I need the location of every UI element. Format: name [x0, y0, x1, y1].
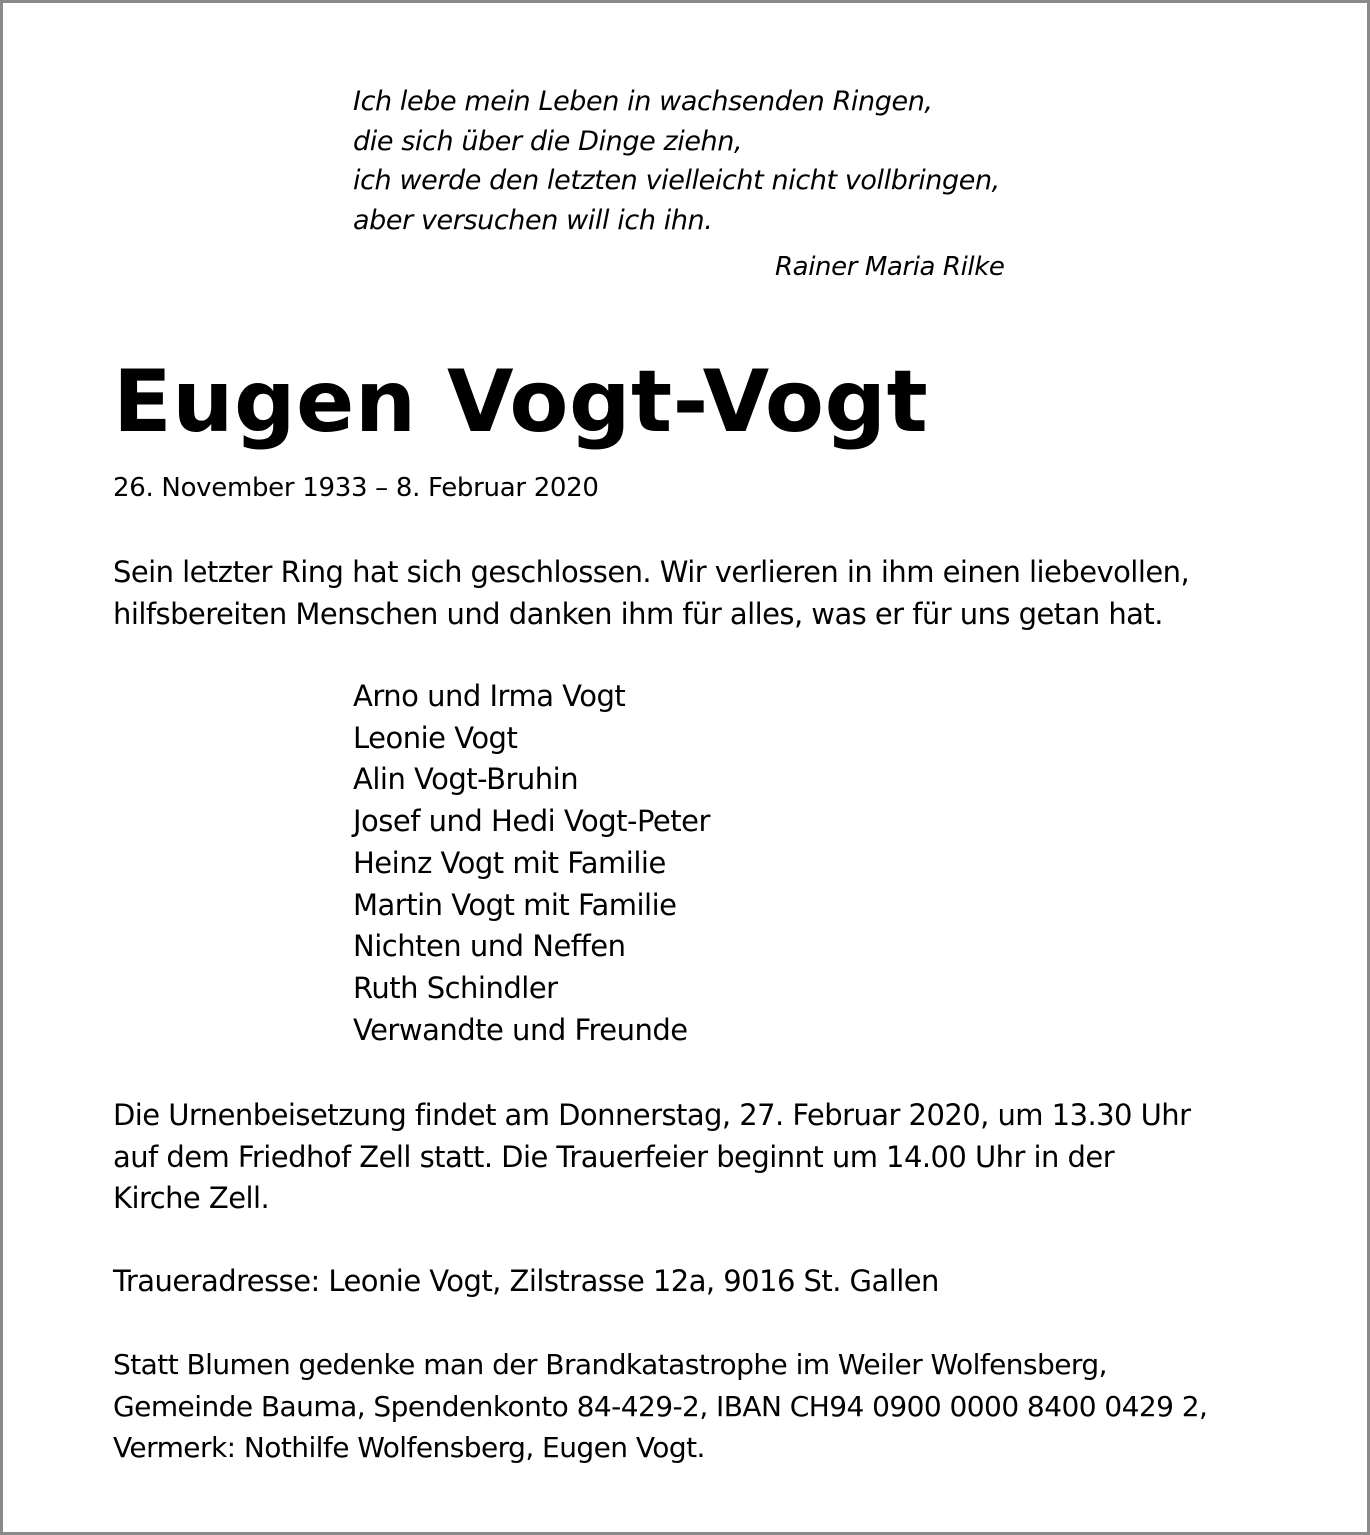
- ceremony-line: Kirche Zell.: [113, 1181, 270, 1215]
- poem-line: aber versuchen will ich ihn.: [353, 204, 713, 236]
- donation-line: Vermerk: Nothilfe Wolfensberg, Eugen Vogt.: [113, 1431, 705, 1464]
- ceremony-line: Die Urnenbeisetzung findet am Donnerstag, 27. Februar 2020, um 13.30 Uhr: [113, 1098, 1191, 1132]
- farewell-message: [113, 552, 1189, 635]
- mourning-address: Traueradresse: Leonie Vogt, Zilstrasse 12a, 9016 St. Gallen: [113, 1264, 939, 1298]
- mourner-item: Nichten und Neffen: [353, 929, 626, 964]
- poem-line: ich werde den letzten vielleicht nicht vollbringen,: [353, 165, 1000, 196]
- poem-author: Rainer Maria Rilke: [775, 252, 1005, 282]
- mourner-item: Josef und Hedi Vogt-Peter: [353, 804, 710, 839]
- ceremony-info: [113, 1095, 1191, 1220]
- message-line: Sein letzter Ring hat sich geschlossen. Wir verlieren in ihm einen liebevollen,: [113, 555, 1190, 589]
- life-dates: 26. November 1933 – 8. Februar 2020: [113, 473, 599, 503]
- mourners-list: [353, 676, 710, 1051]
- mourner-item: Verwandte und Freunde: [353, 1012, 688, 1047]
- mourner-item: Alin Vogt-Bruhin: [353, 762, 579, 797]
- ceremony-line: auf dem Friedhof Zell statt. Die Trauerfeier beginnt um 14.00 Uhr in der: [113, 1139, 1115, 1174]
- mourner-item: Heinz Vogt mit Familie: [353, 845, 666, 880]
- donation-info: [113, 1344, 1207, 1469]
- mourner-item: Ruth Schindler: [353, 970, 558, 1005]
- poem-quote: [353, 82, 1000, 240]
- mourner-item: Martin Vogt mit Familie: [353, 887, 677, 922]
- message-line: hilfsbereiten Menschen und danken ihm für alles, was er für uns getan hat.: [113, 596, 1163, 631]
- poem-line: die sich über die Dinge ziehn,: [353, 125, 743, 157]
- deceased-name: Eugen Vogt-Vogt: [113, 352, 929, 452]
- donation-line: Statt Blumen gedenke man der Brandkatastrophe im Weiler Wolfensberg,: [113, 1348, 1107, 1381]
- poem-line: Ich lebe mein Leben in wachsenden Ringen,: [353, 86, 933, 117]
- mourner-item: Leonie Vogt: [353, 720, 518, 755]
- donation-line: Gemeinde Bauma, Spendenkonto 84-429-2, IBAN CH94 0900 0000 8400 0429 2,: [113, 1389, 1208, 1423]
- mourner-item: Arno und Irma Vogt: [353, 679, 626, 713]
